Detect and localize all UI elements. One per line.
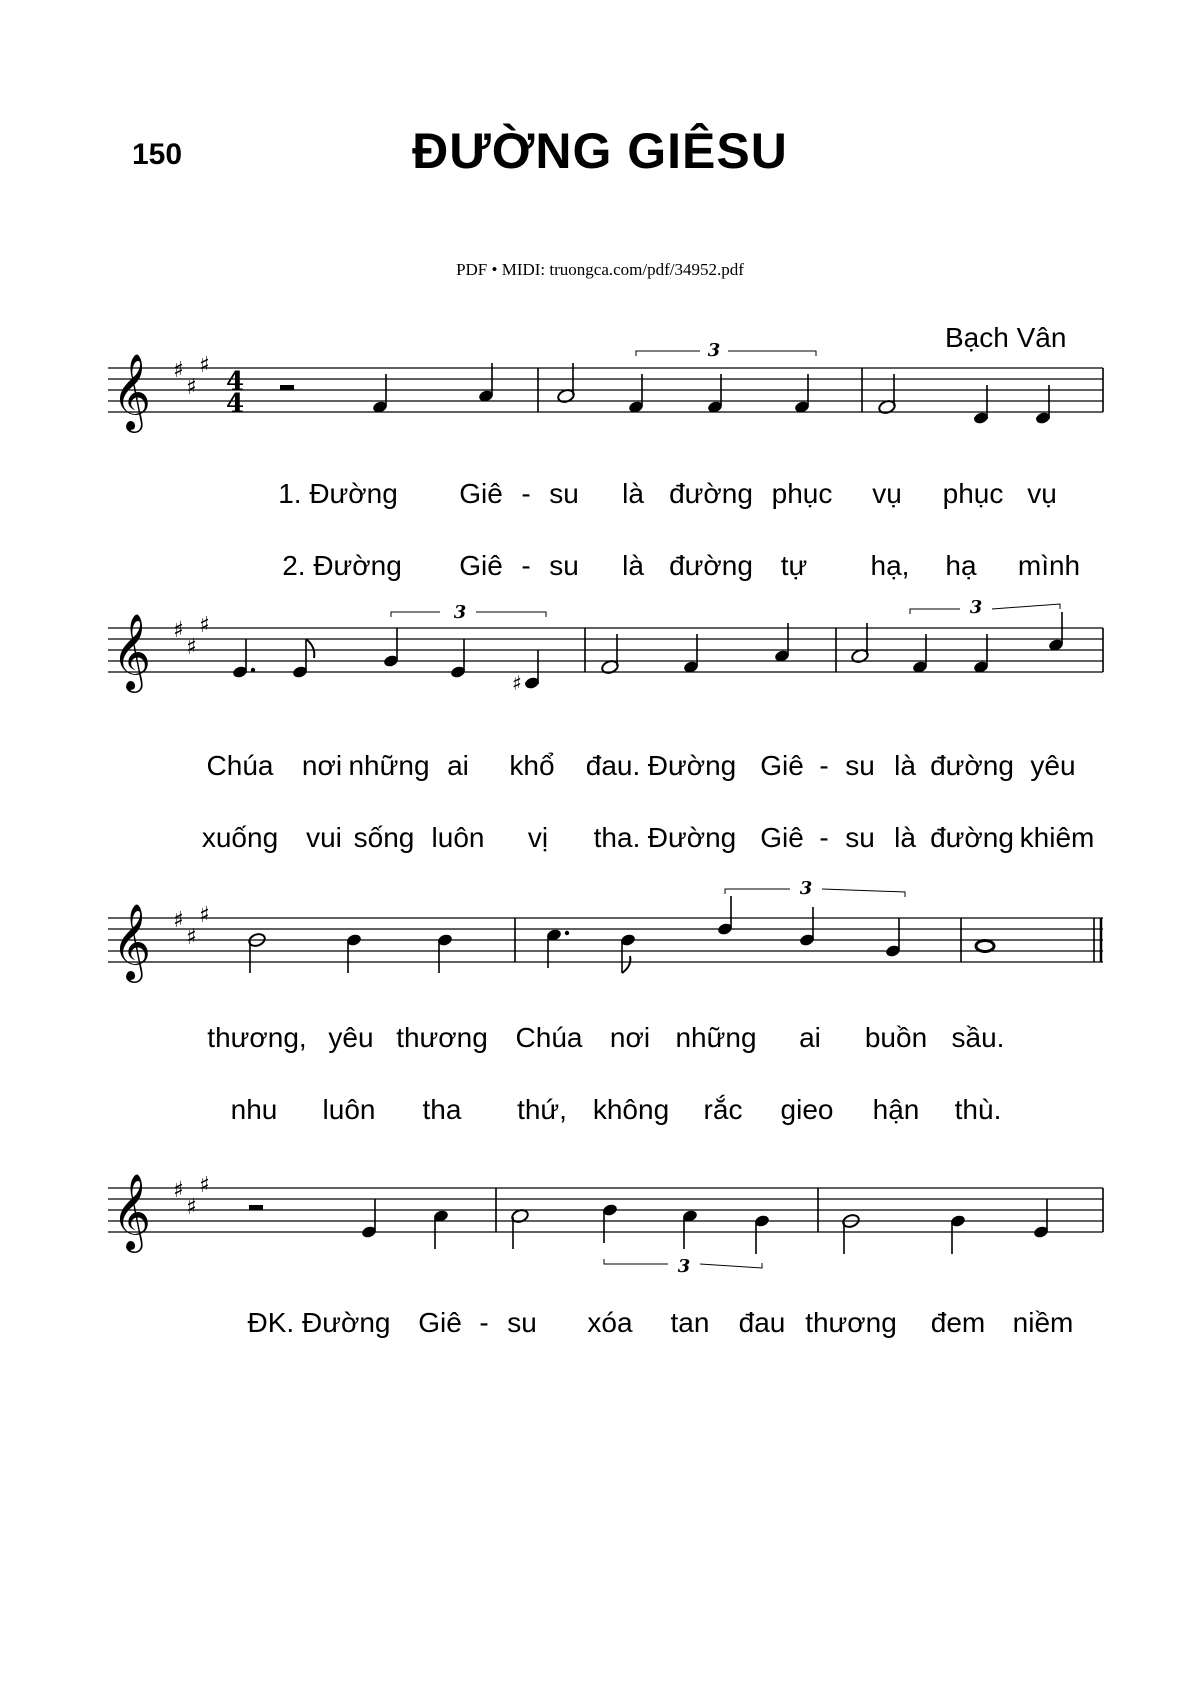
lyric-syllable: Đường [647, 750, 737, 781]
lyric-syllable: là [622, 478, 644, 509]
lyric-syllable: là [622, 550, 644, 581]
svg-text:♯: ♯ [199, 613, 210, 638]
staff-system-4 [0, 1150, 1200, 1290]
svg-text:♯: ♯ [186, 925, 197, 950]
lyric-syllable: thứ, [517, 1094, 567, 1125]
key-signature [173, 353, 210, 400]
lyric-syllable: su [549, 550, 579, 581]
lyric-syllable: luôn [322, 1094, 376, 1125]
lyric-syllable: nơi [301, 750, 343, 781]
triplet-bracket [636, 351, 700, 356]
lyric-syllable: phục [942, 478, 1004, 509]
lyric-syllable: đau. [585, 750, 641, 781]
lyric-syllable: không [592, 1094, 670, 1125]
lyric-syllable: đường [669, 478, 753, 509]
lyric-syllable: su [507, 1307, 537, 1338]
measure-1-notes [372, 363, 495, 414]
half-rest [280, 385, 294, 390]
svg-text:♯: ♯ [173, 1178, 184, 1203]
lyric-syllable: đau [738, 1307, 786, 1338]
svg-text:♯: ♯ [173, 358, 184, 383]
lyrics-system-1-verse-1 [0, 478, 1200, 518]
lyric-syllable: Giê [760, 750, 804, 781]
measure-12-notes [842, 1199, 1050, 1254]
triplet-bracket [725, 889, 790, 894]
lyric-syllable: đường [930, 750, 1014, 781]
lyric-syllable: tan [670, 1307, 710, 1338]
staff-system-2 [0, 590, 1200, 730]
time-signature-bottom: 4 [225, 389, 245, 419]
measure-4-notes [232, 602, 546, 695]
lyric-syllable: đường [930, 822, 1014, 853]
triplet-label: 3 [677, 1256, 691, 1277]
lyric-syllable: vụ [1027, 478, 1057, 509]
triplet-label: 3 [453, 602, 467, 623]
lyric-syllable: - [479, 1307, 489, 1338]
lyric-syllable: ai [799, 1022, 821, 1053]
lyric-syllable: những [675, 1022, 757, 1053]
treble-clef-icon: 𝄞 [112, 353, 152, 430]
lyric-syllable: đường [669, 550, 753, 581]
triplet-label: 3 [969, 597, 983, 618]
composer: Bạch Vân [945, 322, 1067, 353]
lyric-syllable: thù. [954, 1094, 1002, 1125]
treble-clef-icon: 𝄞 [112, 613, 152, 690]
lyrics-system-2-verse-1 [0, 750, 1200, 790]
time-signature-top: 4 [225, 367, 245, 397]
measure-5-notes [601, 623, 791, 675]
lyric-syllable: là [894, 822, 916, 853]
lyric-syllable: xóa [587, 1307, 633, 1338]
lyrics-system-3-verse-1 [0, 1022, 1200, 1062]
svg-text:♯: ♯ [173, 908, 184, 933]
triplet-bracket [391, 612, 440, 617]
lyric-syllable: - [819, 822, 829, 853]
lyric-syllable: 1. Đường [278, 478, 398, 509]
key-signature [173, 903, 210, 950]
measure-3-notes [878, 374, 1052, 425]
lyric-syllable: nơi [609, 1022, 651, 1053]
triplet-bracket [604, 1259, 668, 1264]
svg-text:♯: ♯ [199, 353, 210, 378]
svg-text:♯: ♯ [512, 671, 522, 695]
lyrics-system-1-verse-2 [0, 550, 1200, 590]
measure-10-notes [361, 1199, 450, 1249]
treble-clef-icon: 𝄞 [112, 903, 152, 980]
lyric-syllable: Giê [760, 822, 804, 853]
lyric-syllable: phục [771, 478, 833, 509]
lyric-syllable: su [845, 750, 875, 781]
measure-7-notes [248, 932, 454, 973]
svg-text:♯: ♯ [199, 903, 210, 928]
measure-11-notes [511, 1203, 771, 1277]
lyric-syllable: tha [422, 1094, 462, 1125]
lyric-syllable: ĐK. Đường [247, 1307, 391, 1338]
lyric-syllable: Giê [459, 478, 503, 509]
source-link[interactable]: PDF • MIDI: truongca.com/pdf/34952.pdf [456, 260, 744, 279]
lyric-syllable: yêu [328, 1022, 374, 1053]
lyric-syllable: buồn [864, 1022, 928, 1053]
triplet-bracket [910, 609, 960, 614]
lyric-syllable: rắc [703, 1094, 743, 1125]
lyric-syllable: hạ, [870, 550, 910, 581]
svg-text:♯: ♯ [186, 1195, 197, 1220]
lyric-syllable: Đường [647, 822, 737, 853]
lyric-syllable: thương [396, 1022, 488, 1053]
lyric-syllable: tha. [593, 822, 641, 853]
lyric-syllable: - [521, 550, 531, 581]
lyric-syllable: khiêm [1019, 822, 1095, 853]
lyrics-system-4-refrain [0, 1307, 1200, 1347]
lyric-syllable: nhu [230, 1094, 278, 1125]
lyric-syllable: Giê [459, 550, 503, 581]
lyric-syllable: khổ [509, 750, 555, 781]
lyric-syllable: Chúa [515, 1022, 583, 1053]
key-signature [173, 1173, 210, 1220]
measure-2-notes [557, 340, 816, 414]
svg-text:♯: ♯ [186, 375, 197, 400]
lyric-syllable: sầu. [951, 1022, 1005, 1053]
lyric-syllable: 2. Đường [282, 550, 402, 581]
svg-text:♯: ♯ [199, 1173, 210, 1198]
lyric-syllable: yêu [1030, 750, 1076, 781]
treble-clef-icon: 𝄞 [112, 1173, 152, 1250]
lyric-syllable: vị [527, 822, 549, 853]
staff-system-3 [0, 880, 1200, 1020]
lyric-syllable: luôn [431, 822, 485, 853]
measure-6-notes [851, 597, 1065, 674]
lyric-syllable: - [521, 478, 531, 509]
lyric-syllable: là [894, 750, 916, 781]
lyric-syllable: thương [805, 1307, 897, 1338]
lyric-syllable: vui [306, 822, 342, 853]
lyric-syllable: sống [353, 822, 415, 853]
lyric-syllable: hận [872, 1094, 920, 1125]
lyric-syllable: su [549, 478, 579, 509]
measure-9-notes [976, 941, 994, 952]
triplet-label: 3 [799, 878, 813, 899]
page-number: 150 [132, 138, 183, 171]
lyric-syllable: - [819, 750, 829, 781]
lyric-syllable: hạ [945, 550, 977, 581]
song-title: ĐƯỜNG GIÊSU [412, 123, 788, 179]
lyric-syllable: tự [780, 550, 808, 581]
staff-system-1 [0, 330, 1200, 470]
lyric-syllable: vụ [872, 478, 902, 509]
svg-text:♯: ♯ [173, 618, 184, 643]
lyric-syllable: su [845, 822, 875, 853]
triplet-label: 3 [707, 340, 721, 361]
lyrics-system-3-verse-2 [0, 1094, 1200, 1134]
lyric-syllable: gieo [780, 1094, 834, 1125]
key-signature [173, 613, 210, 660]
lyric-syllable: Giê [418, 1307, 462, 1338]
lyric-syllable: đem [930, 1307, 986, 1338]
svg-text:♯: ♯ [186, 635, 197, 660]
half-rest [249, 1205, 263, 1210]
lyric-syllable: những [348, 750, 430, 781]
lyric-syllable: Chúa [206, 750, 274, 781]
lyric-syllable: xuống [201, 822, 279, 853]
lyric-syllable: niềm [1012, 1307, 1074, 1338]
lyric-syllable: mình [1017, 550, 1081, 581]
lyric-syllable: thương, [207, 1022, 307, 1053]
lyrics-system-2-verse-2 [0, 822, 1200, 862]
measure-8-notes [546, 878, 905, 973]
lyric-syllable: ai [447, 750, 469, 781]
